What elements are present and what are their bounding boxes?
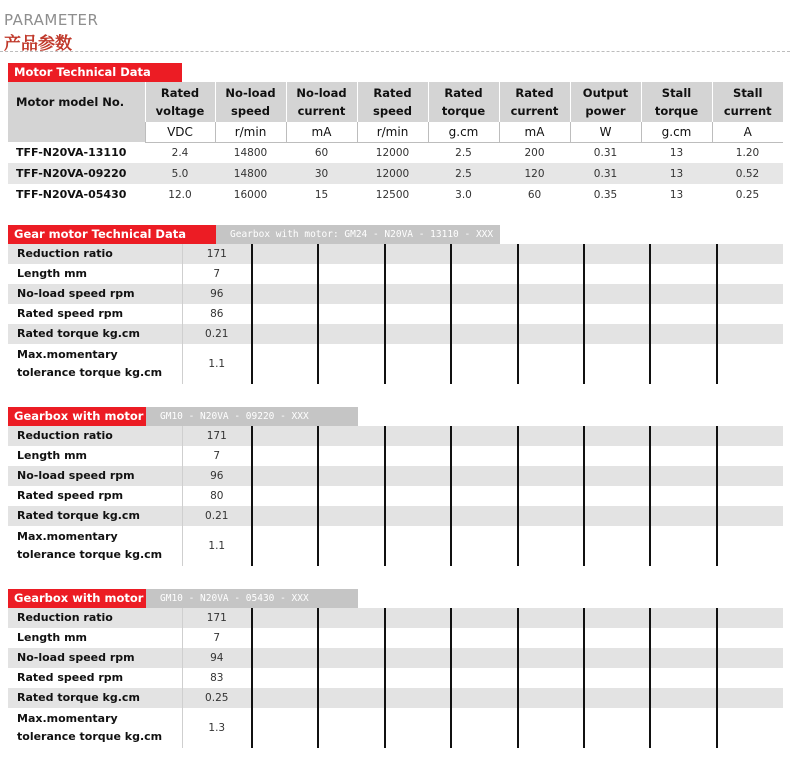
motor-section-title: Motor Technical Data <box>8 63 182 82</box>
spec-value: 83 <box>182 668 252 688</box>
spec-row <box>8 426 783 446</box>
motor-value: 14800 <box>215 163 286 184</box>
motor-row <box>8 142 783 163</box>
spec-label: No-load speed rpm <box>8 466 182 486</box>
spec-row <box>8 304 783 324</box>
unit-cell: r/min <box>357 122 428 142</box>
spec-row <box>8 506 783 526</box>
spec-label: Max.momentary tolerance torque kg.cm <box>17 348 163 379</box>
unit-spacer <box>8 122 145 142</box>
spec-value: 96 <box>182 466 252 486</box>
col-header: Rated current <box>499 82 570 122</box>
spec-label: Rated speed rpm <box>17 671 124 684</box>
spec-row <box>8 244 783 264</box>
motor-model: TFF-N20VA-13110 <box>16 146 127 159</box>
spec-row <box>8 486 783 506</box>
motor-value: 3.0 <box>455 188 472 201</box>
col-header: Rated torque <box>428 82 499 122</box>
gear-section-subtitle: GM10 - N20VA - 09220 - XXX <box>146 407 358 426</box>
motor-model: TFF-N20VA-09220 <box>8 163 145 184</box>
motor-value: 14800 <box>233 146 268 159</box>
spec-label: Rated speed rpm <box>17 307 124 320</box>
unit-cell: W <box>570 122 641 142</box>
spec-row <box>8 466 783 486</box>
spec-row <box>8 284 783 304</box>
motor-value: 5.0 <box>145 163 215 184</box>
spec-value: 171 <box>182 244 252 264</box>
motor-value: 0.31 <box>593 146 618 159</box>
spec-value: 171 <box>182 426 252 446</box>
spec-row <box>8 668 783 688</box>
unit-cell: VDC <box>145 122 215 142</box>
spec-label: Rated torque kg.cm <box>8 506 182 526</box>
spec-row <box>8 648 783 668</box>
motor-value: 0.35 <box>593 188 618 201</box>
motor-value: 15 <box>314 188 329 201</box>
motor-value: 0.52 <box>712 163 783 184</box>
motor-value: 2.5 <box>428 163 499 184</box>
motor-value: 0.31 <box>570 163 641 184</box>
unit-cell: A <box>712 122 783 142</box>
spec-label: Rated speed rpm <box>17 489 124 502</box>
unit-cell: g.cm <box>641 122 712 142</box>
motor-value: 12500 <box>375 188 410 201</box>
model-header: Motor model No. <box>8 82 145 122</box>
spec-label: Rated torque kg.cm <box>8 688 182 708</box>
unit-cell: g.cm <box>428 122 499 142</box>
spec-row <box>8 324 783 344</box>
motor-value: 60 <box>527 188 542 201</box>
spec-value: 0.21 <box>182 324 252 344</box>
motor-value: 12.0 <box>168 188 192 201</box>
spec-label: No-load speed rpm <box>8 284 182 304</box>
unit-cell: mA <box>499 122 570 142</box>
spec-value: 1.3 <box>182 708 252 748</box>
gear-table <box>8 426 783 566</box>
motor-value: 2.5 <box>455 146 472 159</box>
motor-value: 30 <box>286 163 357 184</box>
spec-label: Length mm <box>17 267 88 280</box>
spec-value: 0.21 <box>182 506 252 526</box>
motor-value: 13 <box>669 188 684 201</box>
page-header-en: PARAMETER <box>4 11 99 29</box>
spec-label: Reduction ratio <box>8 426 182 446</box>
page-header-cn: 产品参数 <box>4 34 72 54</box>
gear-section-title: Gearbox with motor <box>8 407 146 426</box>
motor-value: 2.4 <box>171 146 189 159</box>
spec-label: Rated torque kg.cm <box>8 324 182 344</box>
col-header: No-load current <box>286 82 357 122</box>
spec-value: 94 <box>182 648 252 668</box>
gear-section-subtitle: Gearbox with motor: GM24 - N20VA - 13110 - XXX <box>216 225 500 244</box>
spec-label: Reduction ratio <box>8 608 182 628</box>
motor-value: 12000 <box>357 163 428 184</box>
spec-row <box>8 628 783 648</box>
gear-section-title: Gearbox with motor <box>8 589 146 608</box>
spec-value: 80 <box>182 486 252 506</box>
motor-value: 120 <box>499 163 570 184</box>
motor-row <box>8 163 783 184</box>
gear-table <box>8 608 783 748</box>
gear-section-title: Gear motor Technical Data <box>8 225 216 244</box>
spec-value: 1.1 <box>182 344 252 384</box>
unit-cell: r/min <box>215 122 286 142</box>
motor-value: 1.20 <box>735 146 760 159</box>
spec-row <box>8 608 783 628</box>
unit-cell: mA <box>286 122 357 142</box>
spec-value: 96 <box>182 284 252 304</box>
spec-label: Length mm <box>17 449 88 462</box>
motor-value: 13 <box>669 146 684 159</box>
header-divider <box>0 51 790 52</box>
spec-label: Max.momentary tolerance torque kg.cm <box>17 712 163 743</box>
col-header: Output power <box>570 82 641 122</box>
spec-row <box>8 688 783 708</box>
col-header: Stall current <box>712 82 783 122</box>
col-header: Rated voltage <box>145 82 215 122</box>
motor-value: 13 <box>641 163 712 184</box>
spec-row <box>8 446 783 466</box>
spec-value: 0.25 <box>182 688 252 708</box>
spec-row <box>8 344 783 384</box>
spec-label: Max.momentary tolerance torque kg.cm <box>17 530 163 561</box>
spec-value: 1.1 <box>182 526 252 566</box>
motor-table <box>8 82 783 205</box>
motor-value: 16000 <box>233 188 268 201</box>
motor-value: 12000 <box>375 146 410 159</box>
motor-row <box>8 184 783 205</box>
spec-row <box>8 526 783 566</box>
motor-value: 0.25 <box>735 188 760 201</box>
spec-value: 7 <box>182 628 252 648</box>
col-header: Rated speed <box>357 82 428 122</box>
motor-value: 200 <box>524 146 545 159</box>
spec-value: 7 <box>182 264 252 284</box>
gear-section-subtitle: GM10 - N20VA - 05430 - XXX <box>146 589 358 608</box>
spec-value: 171 <box>182 608 252 628</box>
motor-value: 60 <box>314 146 329 159</box>
motor-model: TFF-N20VA-05430 <box>16 188 127 201</box>
spec-label: Reduction ratio <box>8 244 182 264</box>
spec-row <box>8 264 783 284</box>
gear-table <box>8 244 783 384</box>
spec-value: 7 <box>182 446 252 466</box>
spec-row <box>8 708 783 748</box>
col-header: No-load speed <box>215 82 286 122</box>
col-header: Stall torque <box>641 82 712 122</box>
spec-label: No-load speed rpm <box>8 648 182 668</box>
spec-value: 86 <box>182 304 252 324</box>
spec-label: Length mm <box>17 631 88 644</box>
